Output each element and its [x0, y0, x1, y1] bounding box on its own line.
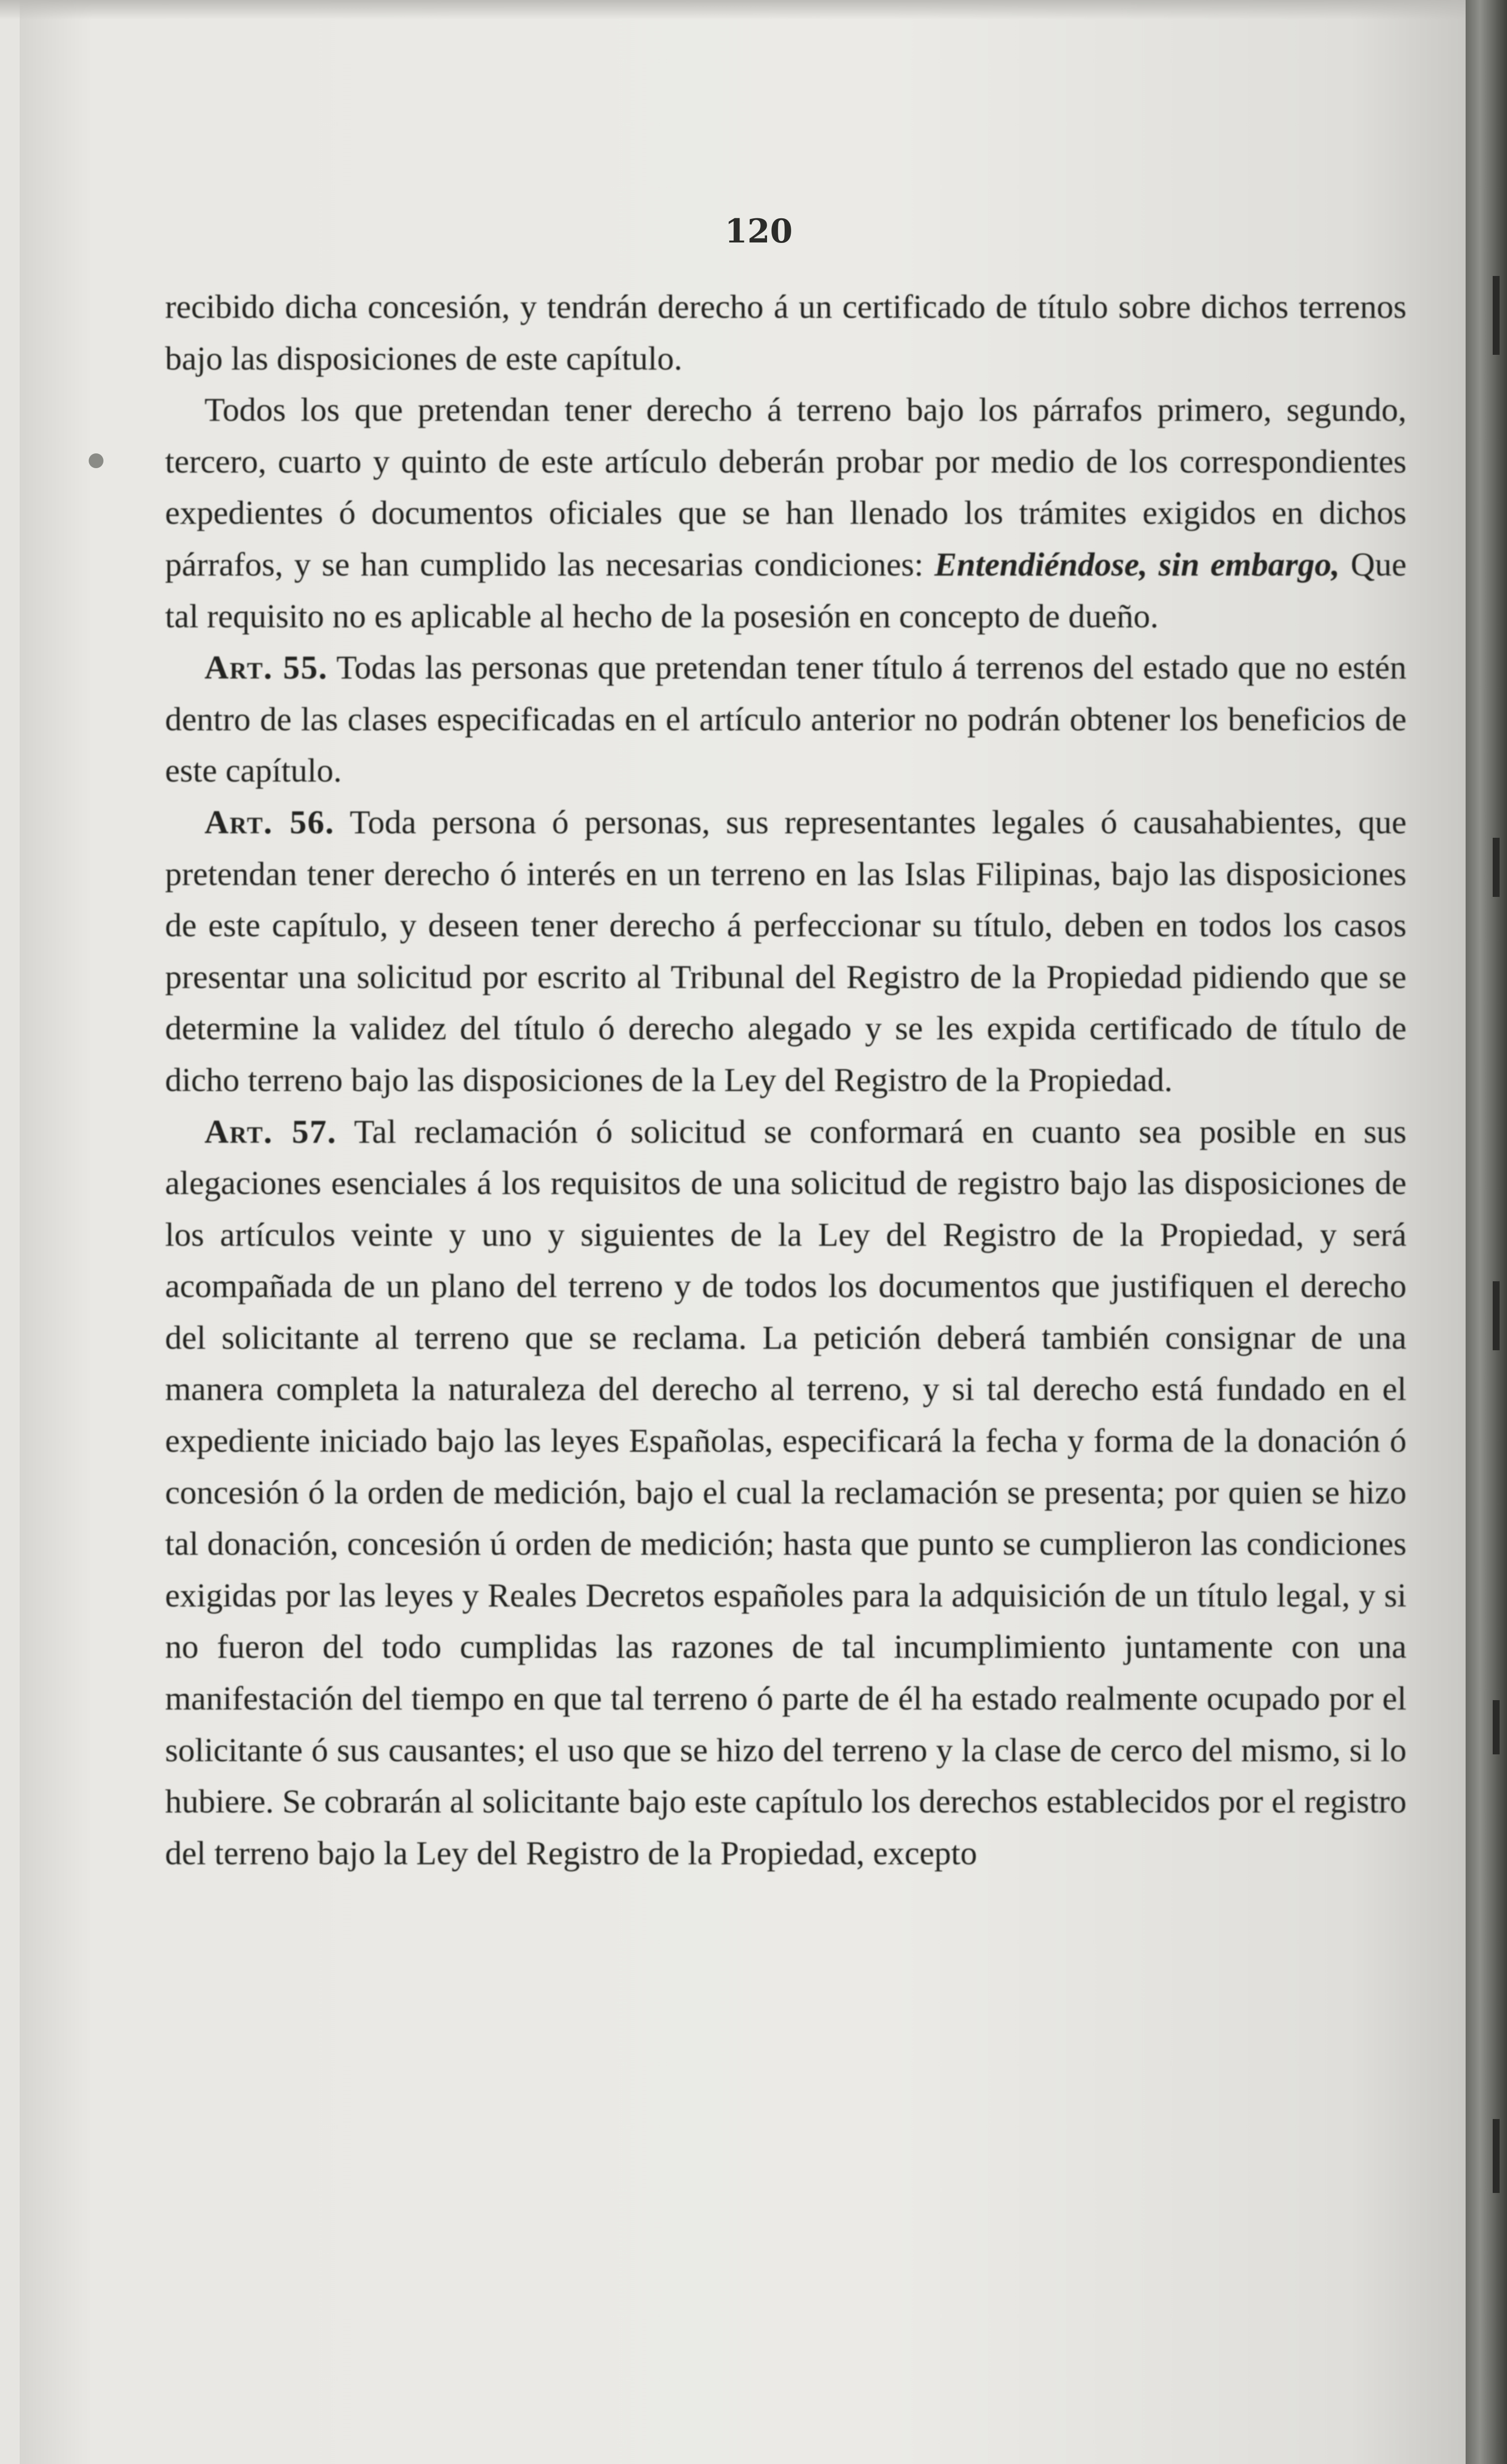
- article-56: [165, 796, 1407, 1106]
- article-56-text: Toda persona ó personas, sus representantes legales ó causahabientes, que pretendan tener derecho ó interés en un terreno en las Islas Filipinas, bajo las disposiciones de este capítulo, y deseen tener derecho á perfeccionar su título, deben en todos los casos presentar una solicitud por escrito al Tribunal del Registro de la Propiedad pidiendo que se determine la validez del título ó derecho alegado y se les expida certificado de título de dicho terreno bajo las disposiciones de la Ley del Registro de la Propiedad.: [165, 803, 1407, 1098]
- paragraph-proviso-text: Que tal requisito no es aplicable al hecho de la posesión en concepto de dueño.: [165, 545, 1407, 635]
- paragraph-proof-requirements: [165, 384, 1407, 642]
- paragraph-main-text: Todos los que pretendan tener derecho á terreno bajo los párrafos primero, segundo, tercero, cuarto y quinto de este artículo deberán probar por medio de los correspondientes expedientes ó documentos oficiales que se han llenado los trámites exigidos en dichos párrafos, y se han cumplido las necesarias condiciones:: [165, 391, 1407, 583]
- top-shadow: [0, 0, 1507, 20]
- paragraph-continuation: recibido dicha concesión, y tendrán derecho á un certificado de título sobre dichos terrenos bajo las disposiciones de este capítulo.: [165, 288, 1407, 377]
- page-edge: [1466, 0, 1507, 2464]
- article-57-label: Art. 57.: [204, 1112, 337, 1150]
- edge-mark: [1493, 2119, 1500, 2193]
- article-55-label: Art. 55.: [204, 649, 328, 686]
- edge-mark: [1493, 1700, 1500, 1754]
- article-57: [165, 1106, 1407, 1879]
- body-text: [165, 281, 1407, 1879]
- page-number: 120: [725, 212, 793, 250]
- article-55: [165, 642, 1407, 796]
- edge-mark: [1493, 276, 1500, 355]
- article-56-label: Art. 56.: [204, 803, 335, 841]
- paragraph-proviso: Entendiéndose, sin embargo,: [934, 545, 1340, 583]
- edge-mark: [1493, 838, 1500, 897]
- article-57-text: Tal reclamación ó solicitud se conformará en cuanto sea posible en sus alegaciones esenciales á los requisitos de una solicitud de registro bajo las disposiciones de los artículos veinte y uno y siguientes de la Ley del Registro de la Propiedad, y será acompañada de un plano del terreno y de todos los documentos que justifiquen el derecho del solicitante al terreno que se reclama. La petición deberá también consignar de una manera completa la naturaleza del derecho al terreno, y si tal derecho está fundado en el expediente iniciado bajo las leyes Españolas, especificará la fecha y forma de la donación ó concesión ó la orden de medición, bajo el cual la reclamación se presenta; por quien se hizo tal donación, concesión ú orden de medición; hasta que punto se cumplieron las condiciones exigidas por las leyes y Reales Decretos españoles para la adquisición de un título legal, y si no fueron del todo cumplidas las razones de tal incumplimiento juntamente con una manifestación del tiempo en que tal terreno ó parte de él ha estado realmente ocupado por el solicitante ó sus causantes; el uso que se hizo del terreno y la clase de cerco del mismo, si lo hubiere. Se cobrarán al solicitante bajo este capítulo los derechos establecidos por el registro del terreno bajo la Ley del Registro de la Propiedad, excepto: [165, 1112, 1407, 1872]
- edge-mark: [1493, 1281, 1500, 1350]
- article-55-text: Todas las personas que pretendan tener título á terrenos del estado que no estén dentro de las clases especificadas en el artículo anterior no podrán obtener los beneficios de este capítulo.: [165, 649, 1407, 789]
- margin-bullet-icon: [89, 453, 103, 468]
